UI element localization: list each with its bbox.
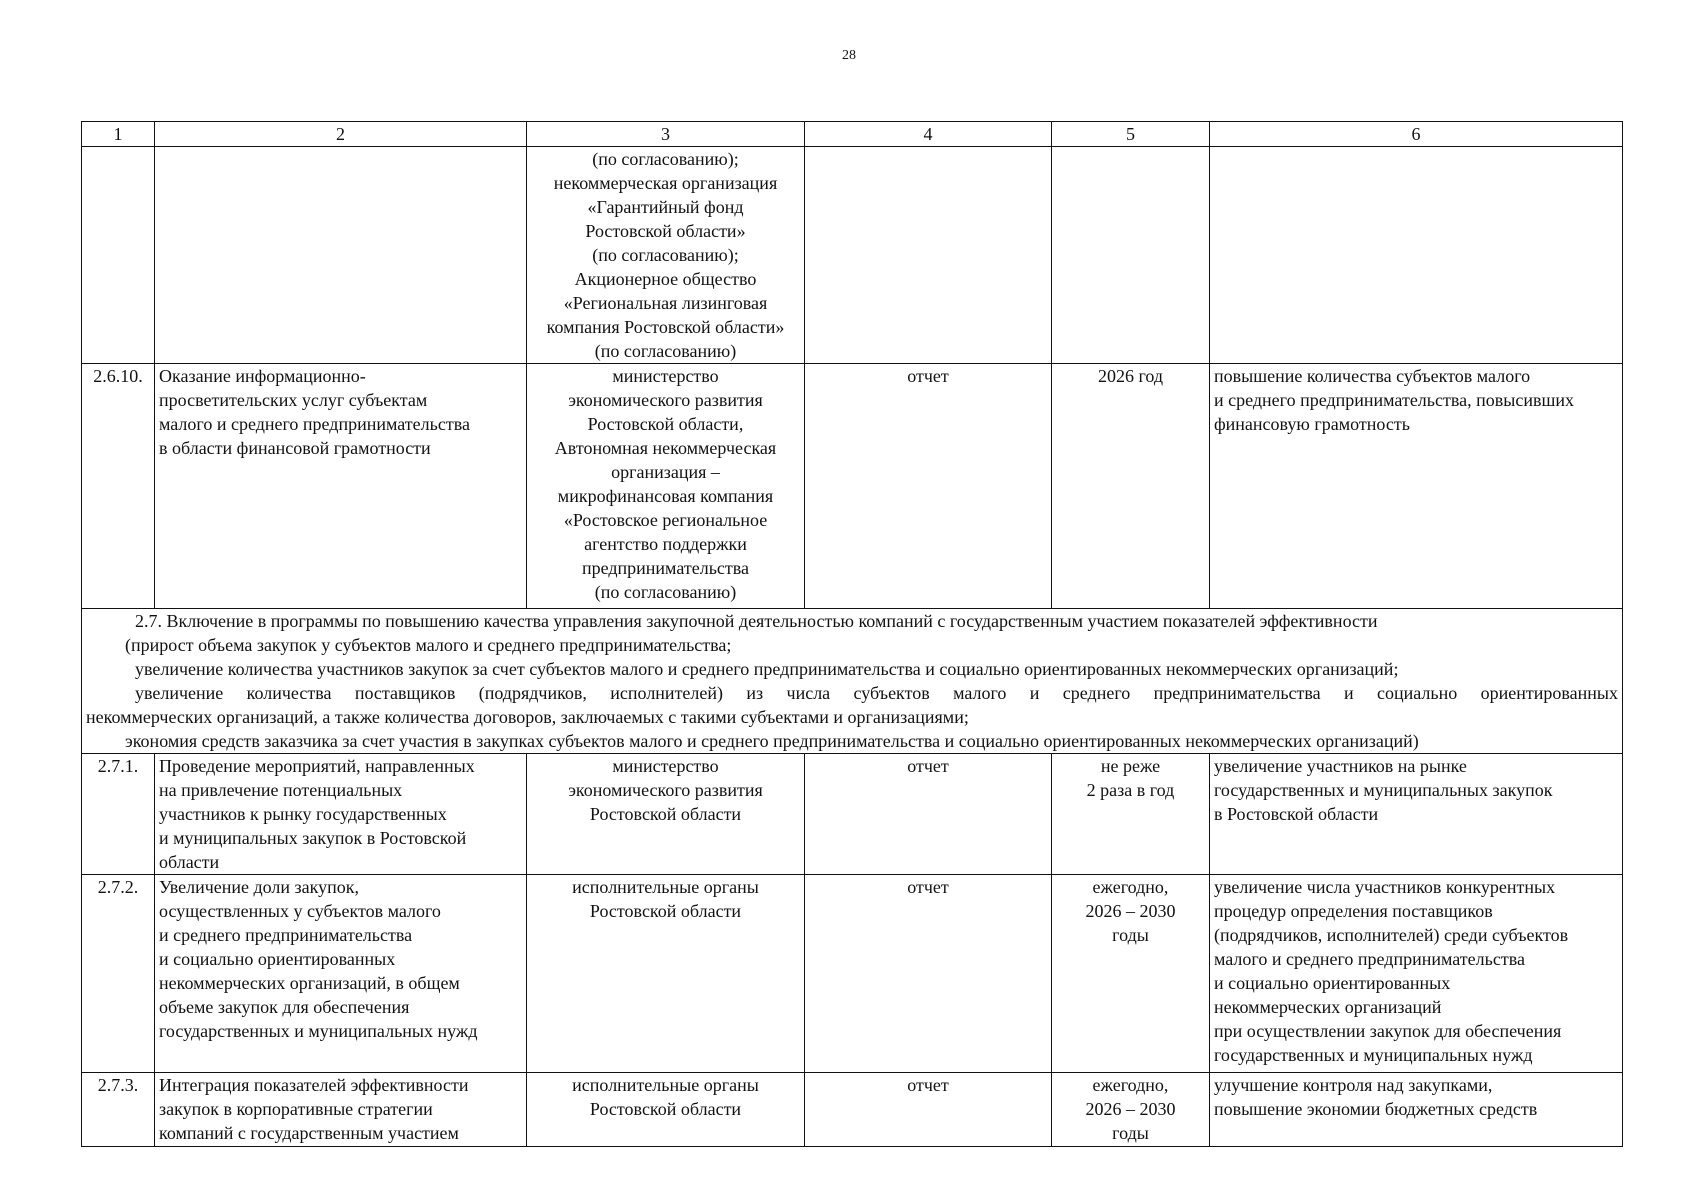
text-line: 2026 – 2030: [1085, 1099, 1176, 1119]
table-row-2-7-3: [82, 1073, 1623, 1147]
cell-deadline: [1052, 1073, 1210, 1147]
section-paragraph: 2.7. Включение в программы по повышению качества управления закупочной деятельностью компаний с государственным участием показателей эффективности: [135, 611, 1378, 631]
text-line: компания Ростовской области»: [546, 317, 785, 337]
table-row-2-7-1: [82, 754, 1623, 875]
cell-activity: [155, 875, 527, 1073]
text-line: увеличение участников на рынке: [1214, 756, 1467, 776]
cell-empty: [805, 147, 1052, 364]
text-line: (по согласованию): [594, 582, 737, 602]
cell-deadline: [1052, 875, 1210, 1073]
text-line: осуществленных у субъектов малого: [159, 901, 441, 921]
text-line: улучшение контроля над закупками,: [1214, 1075, 1493, 1095]
text-line: повышение экономии бюджетных средств: [1214, 1099, 1538, 1119]
header-col-5: 5: [1052, 122, 1210, 147]
section-paragraph: (прирост объема закупок у субъектов малого и среднего предпринимательства;: [125, 635, 732, 655]
text-line: некоммерческая организация: [553, 173, 778, 193]
section-paragraph: экономия средств заказчика за счет участия в закупках субъектов малого и среднего предпринимательства и социально ориентированных некоммерческих организаций): [125, 731, 1419, 751]
text-line: Проведение мероприятий, направленных: [159, 756, 475, 776]
page-number: 28: [842, 48, 856, 63]
text-line: и социально ориентированных: [1214, 973, 1451, 993]
cell-executors: [527, 875, 805, 1073]
section-heading-2-7: [82, 609, 1623, 754]
table-header-row: [82, 122, 1623, 147]
text-line: (по согласованию);: [592, 245, 739, 265]
header-col-4: 4: [805, 122, 1052, 147]
cell-empty: [1052, 147, 1210, 364]
text-line: процедур определения поставщиков: [1214, 901, 1493, 921]
text-line: Акционерное общество: [574, 269, 757, 289]
cell-empty: [82, 147, 155, 364]
text-line: ежегодно,: [1092, 877, 1169, 897]
text-line: не реже: [1100, 756, 1161, 776]
text-line: предпринимательства: [581, 558, 750, 578]
text-line: в Ростовской области: [1214, 804, 1379, 824]
text-line: годы: [1112, 1123, 1149, 1143]
text-line: микрофинансовая компания: [557, 486, 774, 506]
cell-expected-result: [1210, 364, 1623, 609]
text-line: организация –: [611, 462, 720, 482]
cell-result-form: отчет: [805, 875, 1052, 1073]
text-line: исполнительные органы: [572, 1075, 759, 1095]
cell-activity: [155, 364, 527, 609]
cell-expected-result: [1210, 754, 1623, 875]
text-line: «Ростовское региональное: [563, 510, 768, 530]
header-col-2: 2: [155, 122, 527, 147]
section-paragraph: увеличение количества участников закупок за счет субъектов малого и среднего предпринимательства и социально ориентированных некоммерческих организаций;: [135, 659, 1399, 679]
cell-deadline: [1052, 754, 1210, 875]
table-row-2-6-10: [82, 364, 1623, 609]
text-line: (подрядчиков, исполнителей) среди субъектов: [1214, 925, 1569, 945]
cell-executors: [527, 147, 805, 364]
cell-activity: [155, 754, 527, 875]
text-line: экономического развития: [568, 780, 763, 800]
cell-item-number: 2.7.2.: [82, 875, 155, 1073]
cell-result-form: отчет: [805, 364, 1052, 609]
header-col-1: 1: [82, 122, 155, 147]
text-line: 2026 – 2030: [1085, 901, 1176, 921]
cell-item-number: 2.7.3.: [82, 1073, 155, 1147]
cell-result-form: отчет: [805, 754, 1052, 875]
cell-item-number: 2.6.10.: [82, 364, 155, 609]
text-line: государственных и муниципальных закупок: [1214, 780, 1553, 800]
text-line: государственных и муниципальных нужд: [1214, 1045, 1533, 1065]
text-line: Ростовской области: [589, 804, 742, 824]
section-paragraph: некоммерческих организаций, а также количества договоров, заключаемых с такими субъектами и организациями;: [86, 707, 969, 727]
cell-expected-result: [1210, 875, 1623, 1073]
text-line: и социально ориентированных: [159, 949, 396, 969]
text-line: Интеграция показателей эффективности: [159, 1075, 469, 1095]
text-line: Ростовской области: [589, 901, 742, 921]
table-row-continuation: [82, 147, 1623, 364]
text-line: и муниципальных закупок в Ростовской: [159, 828, 467, 848]
text-line: малого и среднего предпринимательства: [159, 414, 470, 434]
text-line: Оказание информационно-: [159, 366, 366, 386]
text-line: просветительских услуг субъектам: [159, 390, 428, 410]
text-line: Ростовской области»: [585, 221, 746, 241]
header-col-6: 6: [1210, 122, 1623, 147]
text-line: на привлечение потенциальных: [159, 780, 403, 800]
text-line: финансовую грамотность: [1214, 414, 1410, 434]
text-line: ежегодно,: [1092, 1075, 1169, 1095]
text-line: повышение количества субъектов малого: [1214, 366, 1531, 386]
text-line: увеличение числа участников конкурентных: [1214, 877, 1556, 897]
text-line: годы: [1112, 925, 1149, 945]
text-line: малого и среднего предпринимательства: [1214, 949, 1525, 969]
text-line: некоммерческих организаций, в общем: [159, 973, 460, 993]
text-line: Ростовской области,: [587, 414, 744, 434]
text-line: «Региональная лизинговая: [563, 293, 768, 313]
cell-executors: [527, 364, 805, 609]
text-line: компаний с государственным участием: [159, 1123, 459, 1143]
text-line: Увеличение доли закупок,: [159, 877, 360, 897]
text-line: Автономная некоммерческая: [554, 438, 777, 458]
cell-result-form: отчет: [805, 1073, 1052, 1147]
text-line: (по согласованию);: [592, 149, 739, 169]
cell-activity: [155, 1073, 527, 1147]
table-row-2-7-2: [82, 875, 1623, 1073]
text-line: и среднего предпринимательства: [159, 925, 413, 945]
text-line: «Гарантийный фонд: [587, 197, 744, 217]
text-line: государственных и муниципальных нужд: [159, 1021, 478, 1041]
text-line: объеме закупок для обеспечения: [159, 997, 410, 1017]
header-col-3: 3: [527, 122, 805, 147]
text-line: агентство поддержки: [584, 534, 747, 554]
text-line: закупок в корпоративные стратегии: [159, 1099, 433, 1119]
text-line: 2 раза в год: [1086, 780, 1175, 800]
section-row-2-7: [82, 609, 1623, 754]
text-line: 2026 год: [1097, 366, 1164, 386]
text-line: министерство: [612, 366, 719, 386]
cell-empty: [1210, 147, 1623, 364]
text-line: области: [159, 852, 220, 872]
text-line: в области финансовой грамотности: [159, 438, 431, 458]
section-paragraph: увеличение количества поставщиков (подрядчиков, исполнителей) из числа субъектов малого и среднего предпринимательства и социально ориентированных: [135, 683, 1618, 703]
text-line: при осуществлении закупок для обеспечения: [1214, 1021, 1562, 1041]
text-line: Ростовской области: [589, 1099, 742, 1119]
text-line: участников к рынку государственных: [159, 804, 447, 824]
cell-executors: [527, 1073, 805, 1147]
text-line: исполнительные органы: [572, 877, 759, 897]
cell-executors: [527, 754, 805, 875]
text-line: и среднего предпринимательства, повысивших: [1214, 390, 1574, 410]
text-line: экономического развития: [568, 390, 763, 410]
cell-item-number: 2.7.1.: [82, 754, 155, 875]
action-plan-table: [81, 121, 1623, 1147]
text-line: (по согласованию): [594, 341, 737, 361]
cell-deadline: [1052, 364, 1210, 609]
cell-expected-result: [1210, 1073, 1623, 1147]
text-line: министерство: [612, 756, 719, 776]
cell-empty: [155, 147, 527, 364]
text-line: некоммерческих организаций: [1214, 997, 1442, 1017]
